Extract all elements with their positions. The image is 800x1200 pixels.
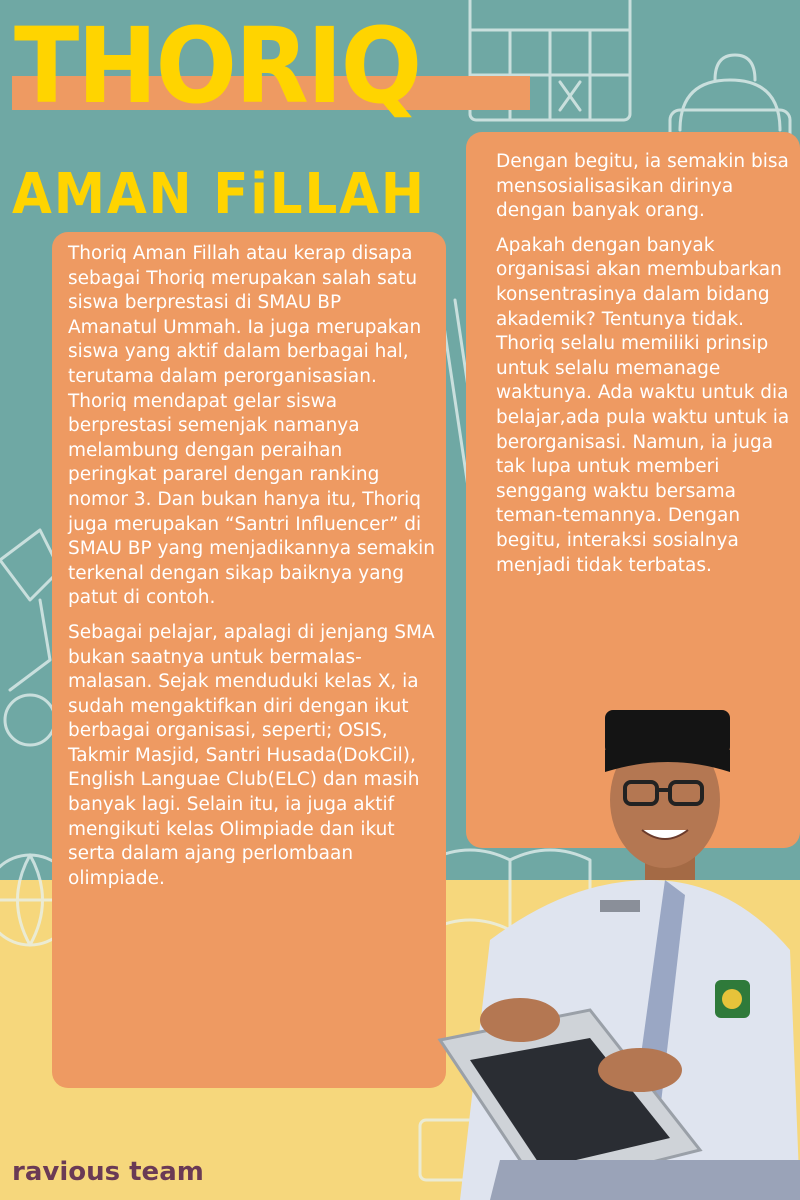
title-first-name: THORIQ bbox=[14, 5, 421, 127]
article-paragraph: Apakah dengan banyak organisasi akan membubarkan konsentrasinya dalam bidang akademik? Tentunya tidak. Thoriq selalu memiliki prinsip untuk selalu memanage waktunya. Ada waktu untuk dia belajar,ada pula waktu untuk ia berorganisasi. Namun, ia juga tak lupa untuk memberi senggang waktu bersama teman-temannya. Dengan begitu, interaksi sosialnya menjadi tidak terbatas. bbox=[496, 234, 790, 576]
title-rest-name: AMAN FiLLAH bbox=[12, 162, 426, 227]
article-paragraph: Thoriq Aman Fillah atau kerap disapa sebagai Thoriq merupakan salah satu siswa berprestasi di SMAU BP Amanatul Ummah. Ia juga merupakan siswa yang aktif dalam berbagai hal, terutama dalam perorganisasian. Thoriq mendapat gelar siswa berprestasi semenjak namanya melambung dengan peraihan peringkat pararel dengan ranking nomor 3. Dan bukan hanya itu, Thoriq juga merupakan “Santri Influencer” di SMAU BP yang menjadikannya semakin terkenal dengan sikap baiknya yang patut di contoh. bbox=[68, 243, 435, 609]
article-paragraph: Sebagai pelajar, apalagi di jenjang SMA bukan saatnya untuk bermalas-malasan. Sejak menduduki kelas X, ia sudah mengaktifkan diri dengan ikut berbagai organisasi, seperti; OSIS, Takmir Masjid, Santri Husada(DokCil), English Languae Club(ELC) dan masih banyak lagi. Selain itu, ia juga aktif mengikuti kelas Olimpiade dan ikut serta dalam ajang perlombaan olimpiade. bbox=[68, 621, 435, 889]
title-accent-bar bbox=[480, 76, 530, 110]
article-panel-left bbox=[52, 232, 446, 1088]
team-credit: ravious team bbox=[12, 1157, 204, 1187]
article-paragraph: Dengan begitu, ia semakin bisa mensosialisasikan dirinya dengan banyak orang. bbox=[496, 151, 789, 222]
desk-lamp-icon bbox=[0, 530, 60, 745]
student-photo bbox=[430, 690, 800, 1200]
